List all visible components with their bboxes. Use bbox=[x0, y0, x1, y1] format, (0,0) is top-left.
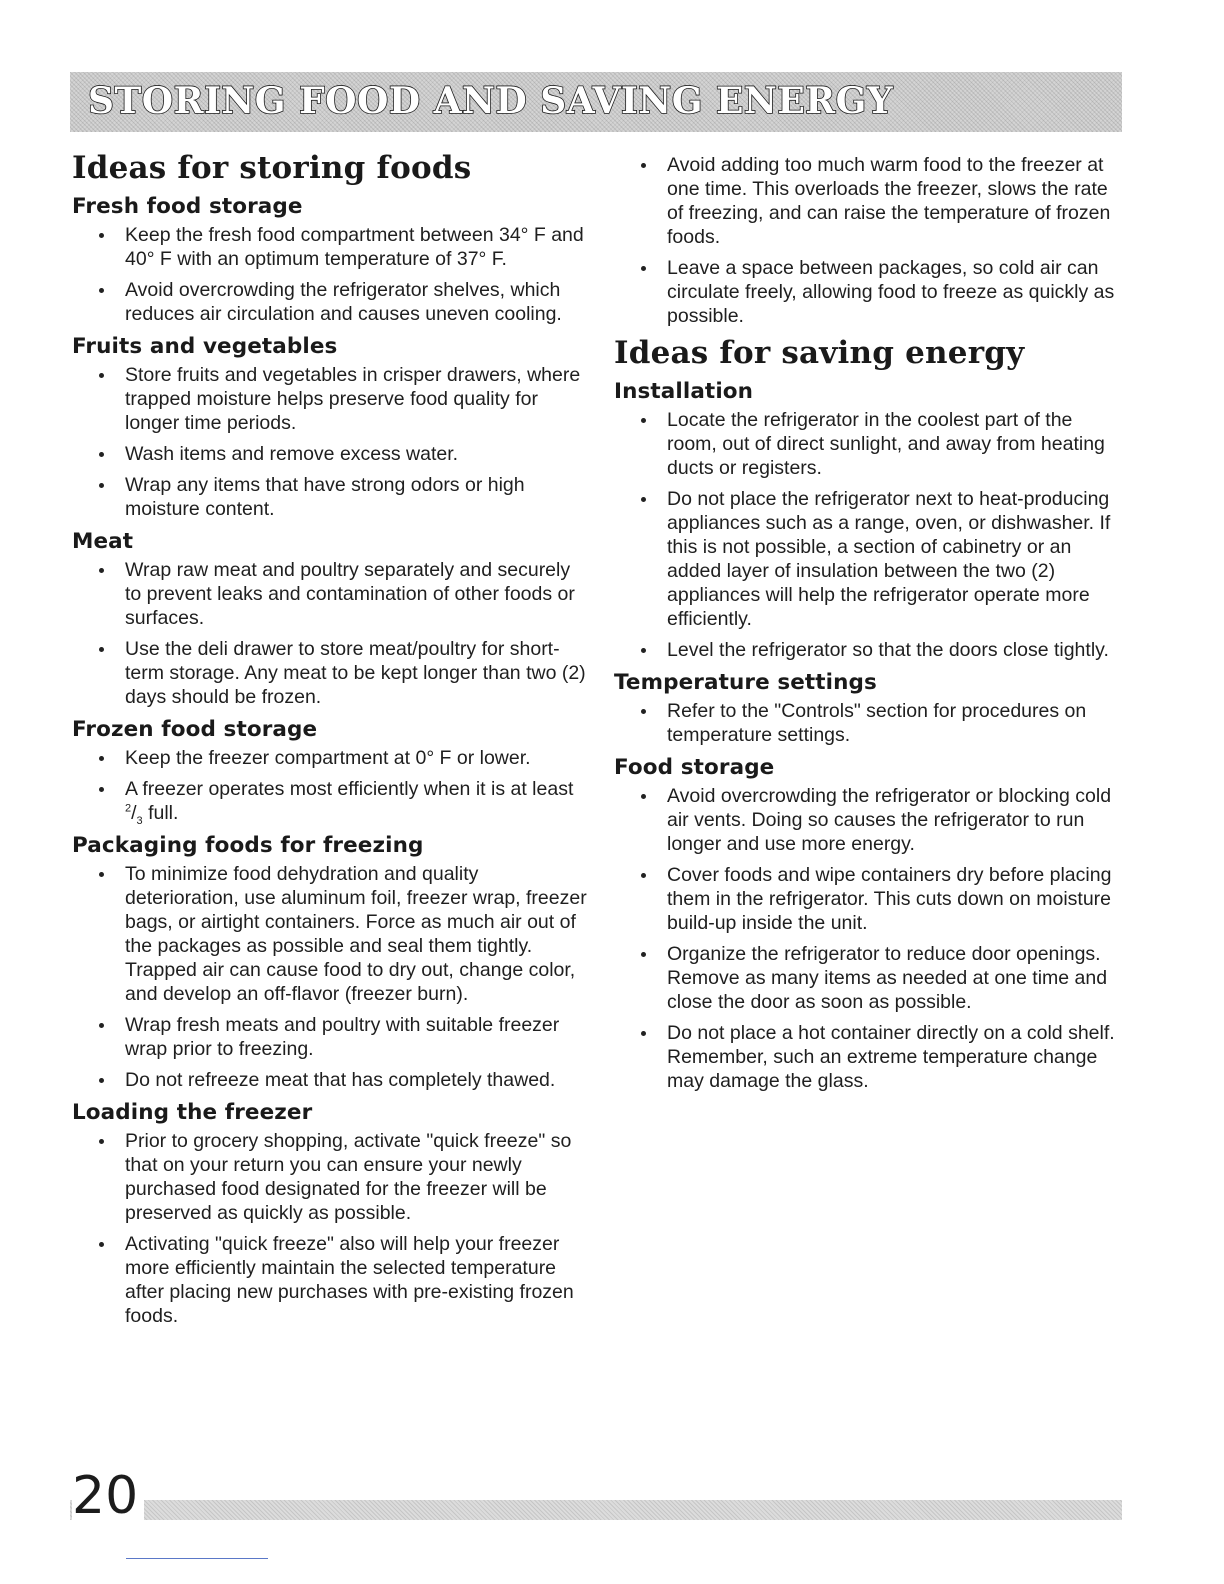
packaging-foods-list bbox=[72, 862, 587, 1092]
packaging-foods-heading: Packaging foods for freezing bbox=[72, 833, 424, 858]
right-column bbox=[614, 153, 1126, 1100]
banner-title: STORING FOOD AND SAVING ENERGY bbox=[88, 80, 894, 122]
list-item: Avoid adding too much warm food to the freezer at one time. This overloads the freezer, slows the rate of freezing, and can raise the temperature of frozen foods. bbox=[614, 153, 1126, 249]
list-item: Keep the freezer compartment at 0° F or lower. bbox=[72, 746, 587, 770]
fraction-denominator: 3 bbox=[136, 814, 143, 827]
list-item: Do not place a hot container directly on a cold shelf. Remember, such an extreme temperature change may damage the glass. bbox=[614, 1021, 1126, 1093]
list-item: Store fruits and vegetables in crisper drawers, where trapped moisture helps preserve food quality for longer time periods. bbox=[72, 363, 587, 435]
list-item: Do not place the refrigerator next to heat-producing appliances such as a range, oven, or dishwasher. If this is not possible, a section of cabinetry or an added layer of insulation between the two (2) appliances will help the refrigerator operate more efficiently. bbox=[614, 487, 1126, 631]
list-item: Do not refreeze meat that has completely thawed. bbox=[72, 1068, 587, 1092]
list-item: Wrap any items that have strong odors or high moisture content. bbox=[72, 473, 587, 521]
temperature-settings-list bbox=[614, 699, 1126, 747]
list-item: Use the deli drawer to store meat/poultry for short-term storage. Any meat to be kept longer than two (2) days should be frozen. bbox=[72, 637, 587, 709]
left-column bbox=[72, 150, 587, 1335]
fruits-vegetables-list bbox=[72, 363, 587, 521]
footer-bar bbox=[70, 1500, 1122, 1520]
list-item: Wrap raw meat and poultry separately and securely to prevent leaks and contamination of other foods or surfaces. bbox=[72, 558, 587, 630]
fresh-food-storage-list bbox=[72, 223, 587, 326]
fraction-numerator: 2 bbox=[125, 802, 132, 815]
storing-foods-title: Ideas for storing foods bbox=[72, 150, 472, 186]
meat-heading: Meat bbox=[72, 529, 134, 554]
list-item: Wash items and remove excess water. bbox=[72, 442, 587, 466]
list-item: Refer to the "Controls" section for procedures on temperature settings. bbox=[614, 699, 1126, 747]
list-item: Avoid overcrowding the refrigerator or blocking cold air vents. Doing so causes the refrigerator to run longer and use more energy. bbox=[614, 784, 1126, 856]
installation-heading: Installation bbox=[614, 379, 754, 404]
list-item: Cover foods and wipe containers dry before placing them in the refrigerator. This cuts down on moisture build-up inside the unit. bbox=[614, 863, 1126, 935]
fraction-text-after: full. bbox=[142, 802, 179, 824]
freezer-tips-continued-list bbox=[614, 153, 1126, 328]
list-item: Avoid overcrowding the refrigerator shelves, which reduces air circulation and causes uneven cooling. bbox=[72, 278, 587, 326]
page-number: 20 bbox=[72, 1466, 144, 1526]
list-item: To minimize food dehydration and quality deterioration, use aluminum foil, freezer wrap, freezer bags, or airtight containers. Force as much air out of the packages as possible and seal them tightly. Trapped air can cause food to dry out, change color, and develop an off-flavor (freezer burn). bbox=[72, 862, 587, 1006]
fraction-text-before: A freezer operates most efficiently when it is at least bbox=[125, 778, 574, 800]
list-item: Level the refrigerator so that the doors close tightly. bbox=[614, 638, 1126, 662]
temperature-settings-heading: Temperature settings bbox=[614, 670, 877, 695]
installation-list bbox=[614, 408, 1126, 662]
list-item: Organize the refrigerator to reduce door openings. Remove as many items as needed at one time and close the door as soon as possible. bbox=[614, 942, 1126, 1014]
list-item: Locate the refrigerator in the coolest part of the room, out of direct sunlight, and away from heating ducts or registers. bbox=[614, 408, 1126, 480]
list-item: Prior to grocery shopping, activate "quick freeze" so that on your return you can ensure your newly purchased food designated for the freezer will be preserved as quickly as possible. bbox=[72, 1129, 587, 1225]
loading-freezer-heading: Loading the freezer bbox=[72, 1100, 313, 1125]
list-item: Wrap fresh meats and poultry with suitable freezer wrap prior to freezing. bbox=[72, 1013, 587, 1061]
footer-divider-line bbox=[126, 1558, 268, 1559]
fruits-vegetables-heading: Fruits and vegetables bbox=[72, 334, 338, 359]
meat-list bbox=[72, 558, 587, 709]
frozen-food-storage-list bbox=[72, 746, 587, 825]
frozen-food-storage-heading: Frozen food storage bbox=[72, 717, 318, 742]
saving-energy-title: Ideas for saving energy bbox=[614, 335, 1025, 371]
fresh-food-storage-heading: Fresh food storage bbox=[72, 194, 303, 219]
section-banner bbox=[70, 72, 1122, 132]
loading-freezer-list bbox=[72, 1129, 587, 1328]
list-item: A freezer operates most efficiently when it is at least $^2/_3$ full. bbox=[72, 777, 587, 825]
food-storage-heading: Food storage bbox=[614, 755, 775, 780]
list-item: Leave a space between packages, so cold air can circulate freely, allowing food to freeze as quickly as possible. bbox=[614, 256, 1126, 328]
food-storage-list bbox=[614, 784, 1126, 1093]
list-item: Keep the fresh food compartment between 34° F and 40° F with an optimum temperature of 37° F. bbox=[72, 223, 587, 271]
list-item: Activating "quick freeze" also will help your freezer more efficiently maintain the selected temperature after placing new purchases with pre-existing frozen foods. bbox=[72, 1232, 587, 1328]
